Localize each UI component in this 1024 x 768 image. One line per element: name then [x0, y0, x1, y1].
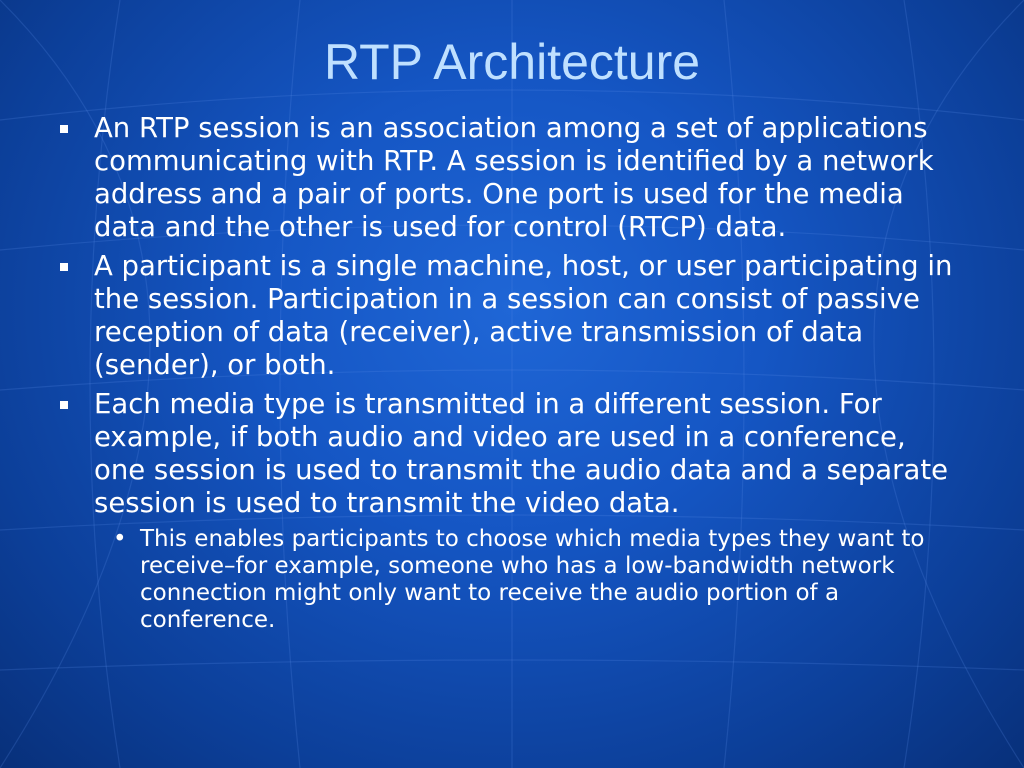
bullet-text: A participant is a single machine, host, or user participating in the session. Participation in a session can consist of passive reception of data (receiver), active transmission of data (sender), or both. [94, 250, 953, 381]
bullet-item [60, 250, 960, 382]
dot-bullet-icon: • [113, 526, 127, 552]
square-bullet-icon [60, 401, 68, 409]
slide-body [60, 112, 960, 634]
slide-title: RTP Architecture [323, 34, 701, 90]
sub-bullet-text: This enables participants to choose which media types they want to receive–for example, someone who has a low-bandwidth network connection might only want to receive the audio portion of a conference. [140, 526, 925, 633]
square-bullet-icon [60, 125, 68, 133]
bullet-text: Each media type is transmitted in a different session. For example, if both audio and video are used in a conference, one session is used to transmit the audio data and a separate session is used to transmit the video data. [94, 388, 949, 519]
bullet-item [60, 112, 960, 244]
square-bullet-icon [60, 263, 68, 271]
sub-bullet-item [60, 526, 960, 634]
bullet-item [60, 388, 960, 520]
bullet-text: An RTP session is an association among a set of applications communicating with RTP. A session is identified by a network address and a pair of ports. One port is used for the media data and the other is used for control (RTCP) data. [94, 112, 934, 243]
